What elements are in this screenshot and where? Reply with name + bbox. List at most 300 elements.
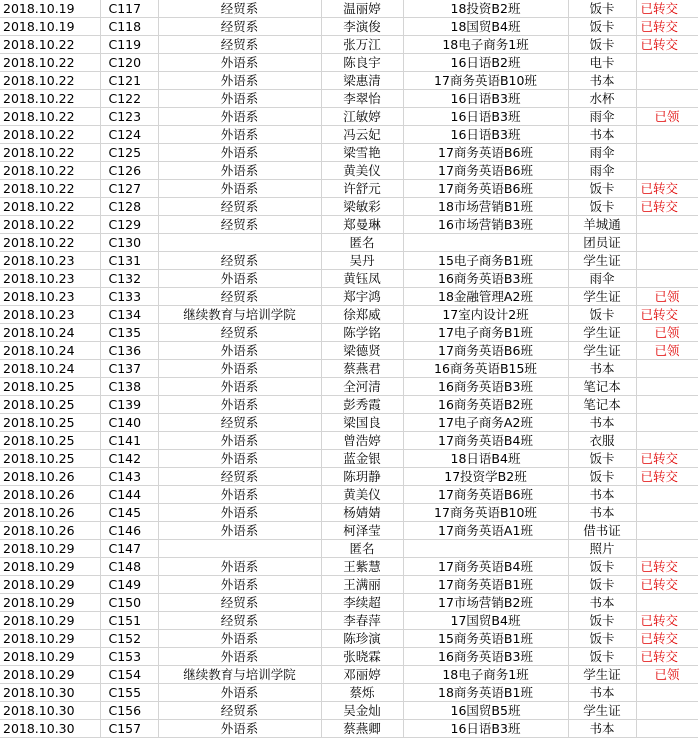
table-row <box>0 324 698 342</box>
table-row <box>0 180 698 198</box>
code-cell[interactable]: C143 <box>100 468 158 486</box>
code-cell[interactable]: C117 <box>100 0 158 18</box>
department-cell[interactable]: 外语系 <box>158 720 321 738</box>
class-cell[interactable]: 16国贸B5班 <box>403 702 568 720</box>
status-cell[interactable] <box>636 594 698 612</box>
name-cell[interactable]: 张万江 <box>321 36 403 54</box>
department-cell[interactable]: 外语系 <box>158 558 321 576</box>
name-cell[interactable]: 蔡烁 <box>321 684 403 702</box>
item-cell[interactable]: 饭卡 <box>568 18 636 36</box>
name-cell[interactable]: 梁敏彩 <box>321 198 403 216</box>
item-cell[interactable]: 雨伞 <box>568 270 636 288</box>
department-cell[interactable]: 经贸系 <box>158 468 321 486</box>
date-cell[interactable]: 2018.10.25 <box>0 432 100 450</box>
date-cell[interactable]: 2018.10.29 <box>0 630 100 648</box>
item-cell[interactable]: 学生证 <box>568 342 636 360</box>
code-cell[interactable]: C135 <box>100 324 158 342</box>
status-cell[interactable] <box>636 306 698 324</box>
name-cell[interactable]: 许舒元 <box>321 180 403 198</box>
name-cell[interactable]: 李演俊 <box>321 18 403 36</box>
item-cell[interactable]: 饭卡 <box>568 36 636 54</box>
table-row <box>0 504 698 522</box>
class-cell[interactable]: 15商务英语B1班 <box>403 630 568 648</box>
department-cell[interactable]: 外语系 <box>158 486 321 504</box>
item-cell[interactable]: 书本 <box>568 684 636 702</box>
class-cell[interactable]: 16商务英语B2班 <box>403 396 568 414</box>
name-cell[interactable]: 王满丽 <box>321 576 403 594</box>
status-cell[interactable] <box>636 414 698 432</box>
code-cell[interactable]: C146 <box>100 522 158 540</box>
item-cell[interactable]: 饭卡 <box>568 306 636 324</box>
code-cell[interactable]: C147 <box>100 540 158 558</box>
item-cell[interactable]: 照片 <box>568 540 636 558</box>
code-cell[interactable]: C148 <box>100 558 158 576</box>
class-cell[interactable]: 17商务英语B4班 <box>403 558 568 576</box>
item-cell[interactable]: 书本 <box>568 360 636 378</box>
status-cell[interactable] <box>636 180 698 198</box>
class-cell[interactable]: 18金融管理A2班 <box>403 288 568 306</box>
date-cell[interactable]: 2018.10.22 <box>0 54 100 72</box>
status-cell[interactable] <box>636 702 698 720</box>
name-cell[interactable]: 张晓霖 <box>321 648 403 666</box>
class-cell[interactable]: 17商务英语B1班 <box>403 576 568 594</box>
date-cell[interactable]: 2018.10.29 <box>0 558 100 576</box>
date-cell[interactable]: 2018.10.29 <box>0 648 100 666</box>
department-cell[interactable] <box>158 234 321 252</box>
code-cell[interactable]: C126 <box>100 162 158 180</box>
code-cell[interactable]: C149 <box>100 576 158 594</box>
item-cell[interactable]: 笔记本 <box>568 378 636 396</box>
name-cell[interactable]: 李春萍 <box>321 612 403 630</box>
class-cell[interactable]: 16商务英语B3班 <box>403 648 568 666</box>
status-cell[interactable] <box>636 0 698 18</box>
department-cell[interactable]: 外语系 <box>158 270 321 288</box>
name-cell[interactable]: 李续超 <box>321 594 403 612</box>
status-cell[interactable] <box>636 108 698 126</box>
item-cell[interactable]: 书本 <box>568 486 636 504</box>
class-cell[interactable]: 18市场营销B1班 <box>403 198 568 216</box>
item-cell[interactable]: 团员证 <box>568 234 636 252</box>
item-cell[interactable]: 饭卡 <box>568 558 636 576</box>
date-cell[interactable]: 2018.10.25 <box>0 378 100 396</box>
class-cell[interactable]: 16商务英语B3班 <box>403 270 568 288</box>
item-cell[interactable]: 饭卡 <box>568 612 636 630</box>
class-cell[interactable]: 17商务英语B6班 <box>403 162 568 180</box>
status-cell[interactable] <box>636 720 698 738</box>
department-cell[interactable]: 外语系 <box>158 54 321 72</box>
department-cell[interactable]: 外语系 <box>158 90 321 108</box>
department-cell[interactable]: 经贸系 <box>158 414 321 432</box>
code-cell[interactable]: C129 <box>100 216 158 234</box>
department-cell[interactable]: 外语系 <box>158 72 321 90</box>
name-cell[interactable]: 陈珍演 <box>321 630 403 648</box>
class-cell[interactable]: 17电子商务B1班 <box>403 324 568 342</box>
date-cell[interactable]: 2018.10.22 <box>0 144 100 162</box>
department-cell[interactable]: 外语系 <box>158 576 321 594</box>
code-cell[interactable]: C133 <box>100 288 158 306</box>
status-text: 已转交 <box>640 1 679 16</box>
name-cell[interactable]: 黄钰凤 <box>321 270 403 288</box>
date-cell[interactable]: 2018.10.29 <box>0 666 100 684</box>
department-cell[interactable]: 外语系 <box>158 522 321 540</box>
name-cell[interactable]: 柯泽莹 <box>321 522 403 540</box>
status-cell[interactable] <box>636 270 698 288</box>
class-cell[interactable]: 18电子商务1班 <box>403 666 568 684</box>
department-cell[interactable]: 外语系 <box>158 108 321 126</box>
class-cell[interactable]: 17投资学B2班 <box>403 468 568 486</box>
date-cell[interactable]: 2018.10.22 <box>0 198 100 216</box>
class-cell[interactable]: 18国贸B4班 <box>403 18 568 36</box>
department-cell[interactable]: 外语系 <box>158 450 321 468</box>
item-cell[interactable]: 笔记本 <box>568 396 636 414</box>
status-cell[interactable] <box>636 36 698 54</box>
name-cell[interactable]: 黄美仪 <box>321 486 403 504</box>
item-cell[interactable]: 饭卡 <box>568 180 636 198</box>
date-cell[interactable]: 2018.10.22 <box>0 216 100 234</box>
department-cell[interactable]: 外语系 <box>158 342 321 360</box>
name-cell[interactable]: 蔡燕君 <box>321 360 403 378</box>
date-cell[interactable]: 2018.10.26 <box>0 504 100 522</box>
class-cell[interactable]: 16日语B3班 <box>403 108 568 126</box>
date-cell[interactable]: 2018.10.24 <box>0 342 100 360</box>
date-cell[interactable]: 2018.10.19 <box>0 0 100 18</box>
date-cell[interactable]: 2018.10.22 <box>0 36 100 54</box>
department-cell[interactable]: 外语系 <box>158 432 321 450</box>
status-text: 已转交 <box>640 631 679 646</box>
date-cell[interactable]: 2018.10.24 <box>0 324 100 342</box>
code-cell[interactable]: C132 <box>100 270 158 288</box>
code-cell[interactable]: C139 <box>100 396 158 414</box>
status-cell[interactable] <box>636 234 698 252</box>
code-cell[interactable]: C154 <box>100 666 158 684</box>
name-cell[interactable]: 曾浩婷 <box>321 432 403 450</box>
department-cell[interactable]: 经贸系 <box>158 324 321 342</box>
class-cell[interactable]: 16商务英语B3班 <box>403 378 568 396</box>
status-cell[interactable] <box>636 576 698 594</box>
status-cell[interactable] <box>636 648 698 666</box>
item-cell[interactable]: 饭卡 <box>568 630 636 648</box>
name-cell[interactable]: 蔡燕卿 <box>321 720 403 738</box>
name-cell[interactable]: 蓝金银 <box>321 450 403 468</box>
department-cell[interactable]: 经贸系 <box>158 198 321 216</box>
status-cell[interactable] <box>636 360 698 378</box>
item-cell[interactable]: 电卡 <box>568 54 636 72</box>
class-cell[interactable]: 17市场营销B2班 <box>403 594 568 612</box>
department-cell[interactable]: 外语系 <box>158 504 321 522</box>
code-cell[interactable]: C125 <box>100 144 158 162</box>
item-cell[interactable]: 饭卡 <box>568 0 636 18</box>
date-cell[interactable]: 2018.10.26 <box>0 522 100 540</box>
date-cell[interactable]: 2018.10.22 <box>0 72 100 90</box>
date-cell[interactable]: 2018.10.23 <box>0 288 100 306</box>
status-cell[interactable] <box>636 558 698 576</box>
item-cell[interactable]: 书本 <box>568 414 636 432</box>
status-cell[interactable] <box>636 54 698 72</box>
class-cell[interactable]: 17商务英语B6班 <box>403 180 568 198</box>
department-cell[interactable]: 外语系 <box>158 162 321 180</box>
department-cell[interactable]: 经贸系 <box>158 36 321 54</box>
department-cell[interactable]: 外语系 <box>158 144 321 162</box>
department-cell[interactable]: 外语系 <box>158 180 321 198</box>
code-cell[interactable]: C150 <box>100 594 158 612</box>
date-cell[interactable]: 2018.10.22 <box>0 180 100 198</box>
date-cell[interactable]: 2018.10.19 <box>0 18 100 36</box>
class-cell[interactable]: 17商务英语B10班 <box>403 504 568 522</box>
code-cell[interactable]: C118 <box>100 18 158 36</box>
name-cell[interactable]: 吴丹 <box>321 252 403 270</box>
code-cell[interactable]: C141 <box>100 432 158 450</box>
item-cell[interactable]: 书本 <box>568 504 636 522</box>
name-cell[interactable]: 温丽婷 <box>321 0 403 18</box>
date-cell[interactable]: 2018.10.23 <box>0 252 100 270</box>
name-cell[interactable]: 黄美仪 <box>321 162 403 180</box>
date-cell[interactable]: 2018.10.25 <box>0 414 100 432</box>
status-cell[interactable] <box>636 522 698 540</box>
status-cell[interactable] <box>636 162 698 180</box>
date-cell[interactable]: 2018.10.22 <box>0 126 100 144</box>
status-cell[interactable] <box>636 144 698 162</box>
code-cell[interactable]: C138 <box>100 378 158 396</box>
code-cell[interactable]: C134 <box>100 306 158 324</box>
code-cell[interactable]: C123 <box>100 108 158 126</box>
table-row <box>0 216 698 234</box>
status-cell[interactable] <box>636 126 698 144</box>
item-cell[interactable]: 饭卡 <box>568 468 636 486</box>
department-cell[interactable]: 经贸系 <box>158 18 321 36</box>
department-cell[interactable]: 经贸系 <box>158 702 321 720</box>
name-cell[interactable]: 匿名 <box>321 234 403 252</box>
status-cell[interactable] <box>636 666 698 684</box>
item-cell[interactable]: 雨伞 <box>568 162 636 180</box>
class-cell[interactable]: 17商务英语B6班 <box>403 486 568 504</box>
class-cell[interactable]: 17商务英语A1班 <box>403 522 568 540</box>
item-cell[interactable]: 饭卡 <box>568 450 636 468</box>
date-cell[interactable]: 2018.10.29 <box>0 612 100 630</box>
status-cell[interactable] <box>636 18 698 36</box>
name-cell[interactable]: 江敏婷 <box>321 108 403 126</box>
item-cell[interactable]: 书本 <box>568 594 636 612</box>
date-cell[interactable]: 2018.10.30 <box>0 702 100 720</box>
name-cell[interactable]: 邓丽婷 <box>321 666 403 684</box>
date-cell[interactable]: 2018.10.23 <box>0 270 100 288</box>
code-cell[interactable]: C145 <box>100 504 158 522</box>
name-cell[interactable]: 梁雪艳 <box>321 144 403 162</box>
department-cell[interactable]: 经贸系 <box>158 0 321 18</box>
class-cell[interactable]: 17商务英语B10班 <box>403 72 568 90</box>
table-row <box>0 90 698 108</box>
class-cell[interactable] <box>403 234 568 252</box>
class-cell[interactable]: 18投资B2班 <box>403 0 568 18</box>
date-cell[interactable]: 2018.10.26 <box>0 486 100 504</box>
name-cell[interactable]: 陈学铭 <box>321 324 403 342</box>
name-cell[interactable]: 李翠怡 <box>321 90 403 108</box>
item-cell[interactable]: 借书证 <box>568 522 636 540</box>
name-cell[interactable]: 陈良宇 <box>321 54 403 72</box>
code-cell[interactable]: C140 <box>100 414 158 432</box>
class-cell[interactable] <box>403 540 568 558</box>
item-cell[interactable]: 饭卡 <box>568 576 636 594</box>
code-cell[interactable]: C144 <box>100 486 158 504</box>
status-cell[interactable] <box>636 216 698 234</box>
class-cell[interactable]: 16商务英语B15班 <box>403 360 568 378</box>
class-cell[interactable]: 16日语B2班 <box>403 54 568 72</box>
class-cell[interactable]: 16日语B3班 <box>403 720 568 738</box>
name-cell[interactable]: 梁国良 <box>321 414 403 432</box>
code-cell[interactable]: C153 <box>100 648 158 666</box>
name-cell[interactable]: 郑曼琳 <box>321 216 403 234</box>
name-cell[interactable]: 杨婧婧 <box>321 504 403 522</box>
department-cell[interactable]: 继续教育与培训学院 <box>158 666 321 684</box>
date-cell[interactable]: 2018.10.22 <box>0 90 100 108</box>
status-cell[interactable] <box>636 450 698 468</box>
name-cell[interactable]: 彭秀霞 <box>321 396 403 414</box>
class-cell[interactable]: 17商务英语B6班 <box>403 144 568 162</box>
item-cell[interactable]: 饭卡 <box>568 198 636 216</box>
name-cell[interactable]: 陈玥静 <box>321 468 403 486</box>
status-cell[interactable] <box>636 378 698 396</box>
code-cell[interactable]: C136 <box>100 342 158 360</box>
name-cell[interactable]: 匿名 <box>321 540 403 558</box>
department-cell[interactable]: 外语系 <box>158 126 321 144</box>
status-cell[interactable] <box>636 72 698 90</box>
status-cell[interactable] <box>636 540 698 558</box>
name-cell[interactable]: 吴金灿 <box>321 702 403 720</box>
status-cell[interactable] <box>636 324 698 342</box>
status-cell[interactable] <box>636 396 698 414</box>
code-cell[interactable]: C142 <box>100 450 158 468</box>
class-cell[interactable]: 18商务英语B1班 <box>403 684 568 702</box>
date-cell[interactable]: 2018.10.23 <box>0 306 100 324</box>
name-cell[interactable]: 冯云妃 <box>321 126 403 144</box>
class-cell[interactable]: 18电子商务1班 <box>403 36 568 54</box>
class-cell[interactable]: 17电子商务A2班 <box>403 414 568 432</box>
code-cell[interactable]: C127 <box>100 180 158 198</box>
code-cell[interactable]: C121 <box>100 72 158 90</box>
item-cell[interactable]: 雨伞 <box>568 108 636 126</box>
code-cell[interactable]: C122 <box>100 90 158 108</box>
status-cell[interactable] <box>636 198 698 216</box>
status-cell[interactable] <box>636 288 698 306</box>
item-cell[interactable]: 学生证 <box>568 288 636 306</box>
status-cell[interactable] <box>636 684 698 702</box>
code-cell[interactable]: C156 <box>100 702 158 720</box>
date-cell[interactable]: 2018.10.22 <box>0 108 100 126</box>
date-cell[interactable]: 2018.10.26 <box>0 468 100 486</box>
item-cell[interactable]: 书本 <box>568 126 636 144</box>
department-cell[interactable]: 外语系 <box>158 684 321 702</box>
department-cell[interactable]: 经贸系 <box>158 612 321 630</box>
status-cell[interactable] <box>636 252 698 270</box>
code-cell[interactable]: C131 <box>100 252 158 270</box>
item-cell[interactable]: 书本 <box>568 72 636 90</box>
status-cell[interactable] <box>636 612 698 630</box>
class-cell[interactable]: 15电子商务B1班 <box>403 252 568 270</box>
code-cell[interactable]: C120 <box>100 54 158 72</box>
item-cell[interactable]: 学生证 <box>568 702 636 720</box>
code-cell[interactable]: C119 <box>100 36 158 54</box>
item-cell[interactable]: 学生证 <box>568 252 636 270</box>
item-cell[interactable]: 水杯 <box>568 90 636 108</box>
name-cell[interactable]: 梁惠清 <box>321 72 403 90</box>
date-cell[interactable]: 2018.10.29 <box>0 594 100 612</box>
date-cell[interactable]: 2018.10.22 <box>0 234 100 252</box>
department-cell[interactable]: 经贸系 <box>158 594 321 612</box>
department-cell[interactable]: 经贸系 <box>158 288 321 306</box>
department-cell[interactable]: 外语系 <box>158 648 321 666</box>
date-cell[interactable]: 2018.10.24 <box>0 360 100 378</box>
code-cell[interactable]: C155 <box>100 684 158 702</box>
name-cell[interactable]: 徐郑威 <box>321 306 403 324</box>
name-cell[interactable]: 郑宇鸿 <box>321 288 403 306</box>
department-cell[interactable]: 外语系 <box>158 630 321 648</box>
date-cell[interactable]: 2018.10.25 <box>0 396 100 414</box>
item-cell[interactable]: 雨伞 <box>568 144 636 162</box>
status-text: 已转交 <box>640 37 679 52</box>
table-row <box>0 432 698 450</box>
department-cell[interactable]: 外语系 <box>158 378 321 396</box>
item-cell[interactable]: 衣服 <box>568 432 636 450</box>
code-cell[interactable]: C128 <box>100 198 158 216</box>
class-cell[interactable]: 17国贸B4班 <box>403 612 568 630</box>
status-cell[interactable] <box>636 504 698 522</box>
status-cell[interactable] <box>636 90 698 108</box>
status-cell[interactable] <box>636 432 698 450</box>
date-cell[interactable]: 2018.10.30 <box>0 720 100 738</box>
department-cell[interactable] <box>158 540 321 558</box>
status-cell[interactable] <box>636 468 698 486</box>
item-cell[interactable]: 羊城通 <box>568 216 636 234</box>
code-cell[interactable]: C151 <box>100 612 158 630</box>
class-cell[interactable]: 16市场营销B3班 <box>403 216 568 234</box>
date-cell[interactable]: 2018.10.25 <box>0 450 100 468</box>
item-cell[interactable]: 书本 <box>568 720 636 738</box>
item-cell[interactable]: 学生证 <box>568 666 636 684</box>
item-cell[interactable]: 饭卡 <box>568 648 636 666</box>
date-cell[interactable]: 2018.10.29 <box>0 576 100 594</box>
department-cell[interactable]: 外语系 <box>158 396 321 414</box>
name-cell[interactable]: 全河清 <box>321 378 403 396</box>
department-cell[interactable]: 继续教育与培训学院 <box>158 306 321 324</box>
code-cell[interactable]: C124 <box>100 126 158 144</box>
department-cell[interactable]: 外语系 <box>158 360 321 378</box>
class-cell[interactable]: 17商务英语B6班 <box>403 342 568 360</box>
class-cell[interactable]: 17商务英语B4班 <box>403 432 568 450</box>
class-cell[interactable]: 16日语B3班 <box>403 90 568 108</box>
status-text: 已转交 <box>640 577 679 592</box>
status-cell[interactable] <box>636 342 698 360</box>
class-cell[interactable]: 17室内设计2班 <box>403 306 568 324</box>
code-cell[interactable]: C137 <box>100 360 158 378</box>
class-cell[interactable]: 16日语B3班 <box>403 126 568 144</box>
code-cell[interactable]: C157 <box>100 720 158 738</box>
department-cell[interactable]: 经贸系 <box>158 252 321 270</box>
date-cell[interactable]: 2018.10.30 <box>0 684 100 702</box>
name-cell[interactable]: 梁德贤 <box>321 342 403 360</box>
department-cell[interactable]: 经贸系 <box>158 216 321 234</box>
date-cell[interactable]: 2018.10.22 <box>0 162 100 180</box>
status-cell[interactable] <box>636 486 698 504</box>
status-cell[interactable] <box>636 630 698 648</box>
code-cell[interactable]: C152 <box>100 630 158 648</box>
table-row <box>0 702 698 720</box>
table-row <box>0 36 698 54</box>
name-cell[interactable]: 王紫慧 <box>321 558 403 576</box>
code-cell[interactable]: C130 <box>100 234 158 252</box>
date-cell[interactable]: 2018.10.29 <box>0 540 100 558</box>
class-cell[interactable]: 18日语B4班 <box>403 450 568 468</box>
table-row <box>0 486 698 504</box>
item-cell[interactable]: 学生证 <box>568 324 636 342</box>
